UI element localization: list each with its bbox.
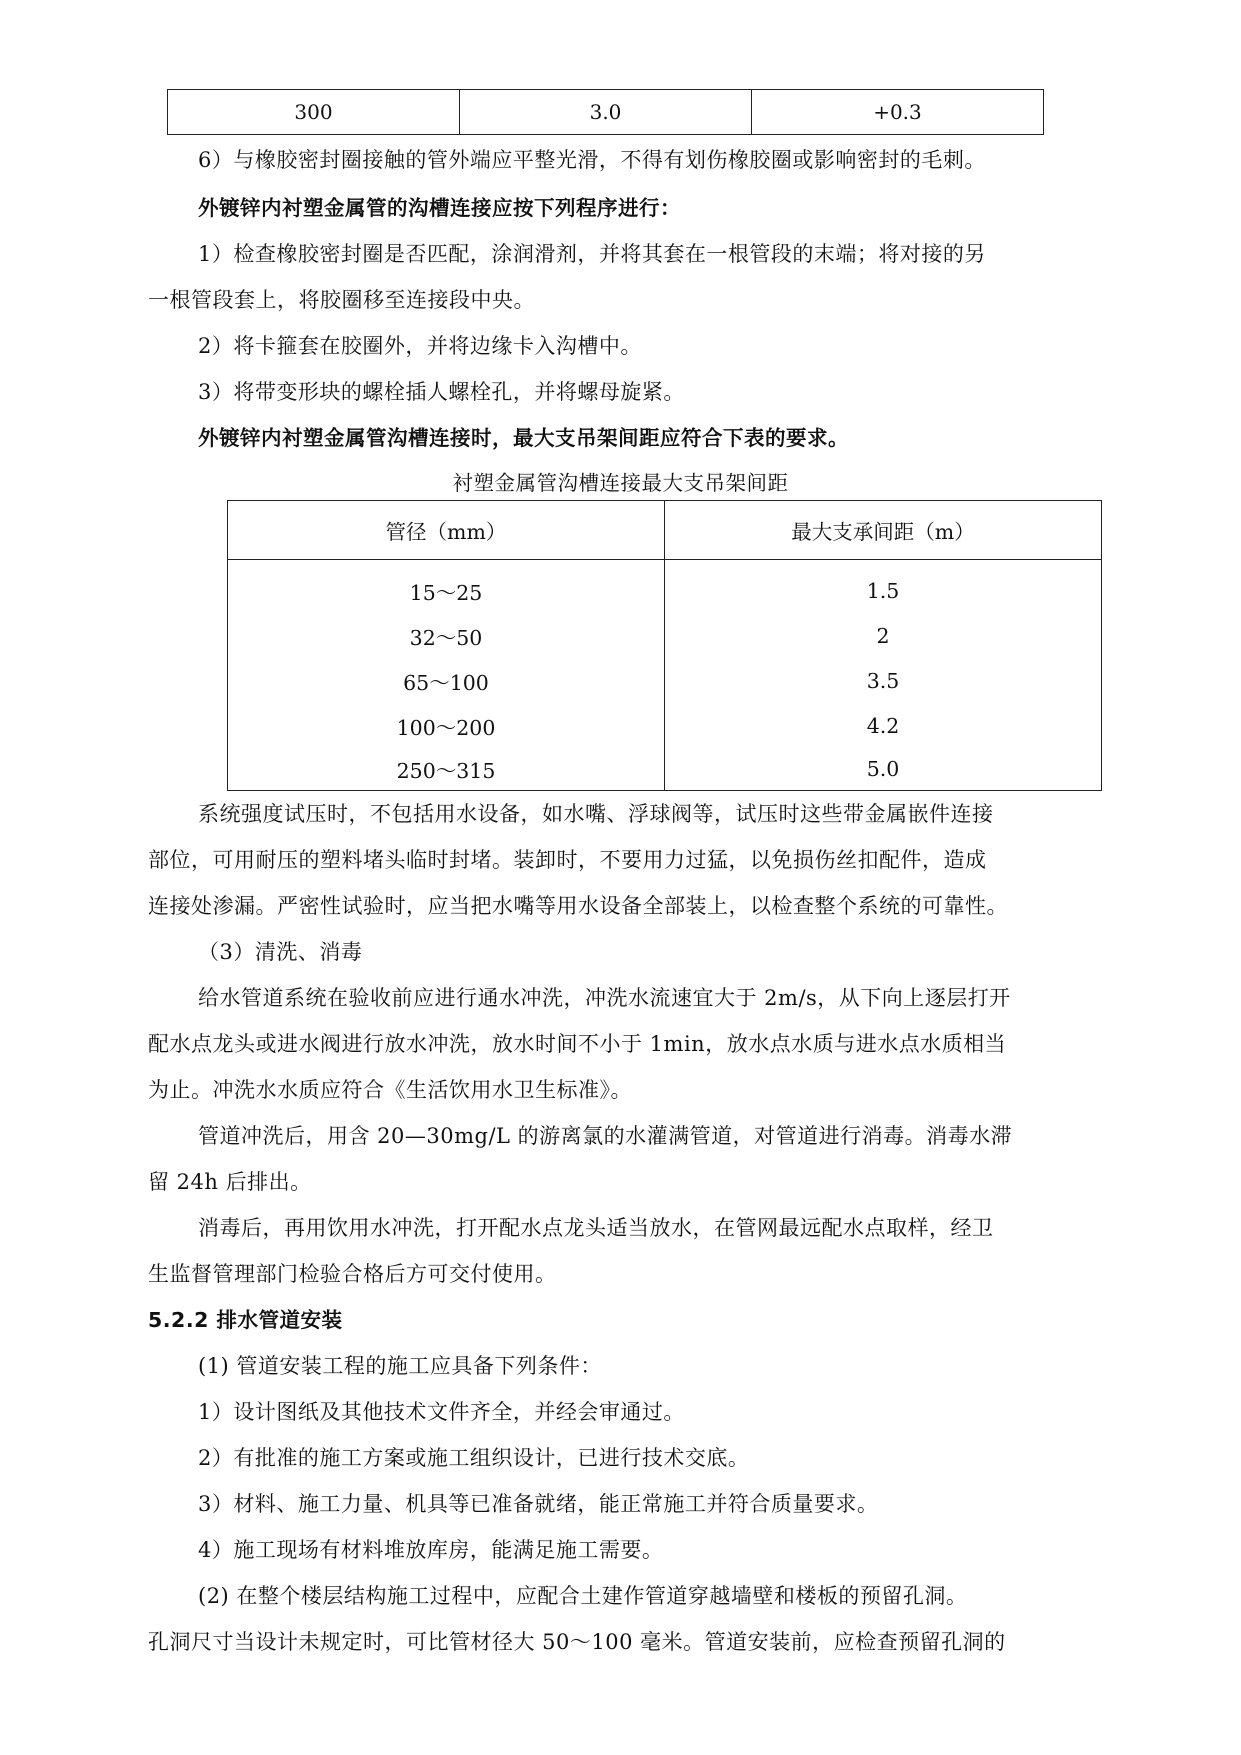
table-row <box>228 748 1102 791</box>
paragraph-line: 消毒后，再用饮用水冲洗，打开配水点龙头适当放水，在管网最远配水点取样，经卫 <box>198 1216 994 1240</box>
column-header: 最大支承间距（m） <box>665 501 1102 560</box>
paragraph-line: 给水管道系统在验收前应进行通水冲洗，冲洗水流速宜大于 2m/s，从下向上逐层打开 <box>198 986 1011 1010</box>
paragraph-line: 部位，可用耐压的塑料堵头临时封堵。装卸时，不要用力过猛，以免损伤丝扣配件，造成 <box>148 848 987 872</box>
paragraph-line: 系统强度试压时，不包括用水设备，如水嘴、浮球阀等，试压时这些带金属嵌件连接 <box>198 802 994 826</box>
paragraph-line: (1) 管道安装工程的施工应具备下列条件： <box>198 1354 602 1378</box>
list-item: 2）有批准的施工方案或施工组织设计，已进行技术交底。 <box>198 1446 750 1470</box>
paragraph-line: 6）与橡胶密封圈接触的管外端应平整光滑，不得有划伤橡胶圈或影响密封的毛刺。 <box>198 148 986 172</box>
table-cell: 1.5 <box>665 560 1102 614</box>
paragraph-line: 连接处渗漏。严密性试验时，应当把水嘴等用水设备全部装上，以检查整个系统的可靠性。 <box>148 894 1008 918</box>
list-item: 1）设计图纸及其他技术文件齐全，并经会审通过。 <box>198 1400 685 1424</box>
table-cell: 250～315 <box>228 748 665 791</box>
table-header-row <box>228 501 1102 560</box>
table-cell: 32～50 <box>228 613 665 658</box>
table-cell: 65～100 <box>228 658 665 703</box>
table-cell: 3.0 <box>460 90 752 135</box>
table-cell: 100～200 <box>228 703 665 748</box>
paragraph-line: 管道冲洗后，用含 20—30mg/L 的游离氯的水灌满管道，对管道进行消毒。消毒水滞 <box>198 1124 1013 1148</box>
table-row <box>228 658 1102 703</box>
tolerance-table-continuation <box>167 89 1044 135</box>
paragraph-line: (2) 在整个楼层结构施工过程中，应配合土建作管道穿越墙壁和楼板的预留孔洞。 <box>198 1584 968 1608</box>
table-cell: 15～25 <box>228 560 665 614</box>
paragraph-line: 2）将卡箍套在胶圈外，并将边缘卡入沟槽中。 <box>198 334 642 358</box>
column-header: 管径（mm） <box>228 501 665 560</box>
table-cell: 2 <box>665 613 1102 658</box>
paragraph-line: 1）检查橡胶密封圈是否匹配，涂润滑剂，并将其套在一根管段的末端；将对接的另 <box>198 242 986 266</box>
paragraph-line: 生监督管理部门检验合格后方可交付使用。 <box>148 1262 557 1286</box>
table-row <box>228 703 1102 748</box>
table-row <box>228 560 1102 614</box>
table-cell: +0.3 <box>752 90 1044 135</box>
table-cell: 5.0 <box>665 748 1102 791</box>
bold-heading: 外镀锌内衬塑金属管的沟槽连接应按下列程序进行： <box>198 196 681 220</box>
table-cell: 4.2 <box>665 703 1102 748</box>
section-heading: 5.2.2 排水管道安装 <box>148 1308 343 1332</box>
table-cell: 300 <box>168 90 460 135</box>
table-caption: 衬塑金属管沟槽连接最大支吊架间距 <box>452 471 789 495</box>
list-item: 4）施工现场有材料堆放库房，能满足施工需要。 <box>198 1538 664 1562</box>
list-item: 3）材料、施工力量、机具等已准备就绪，能正常施工并符合质量要求。 <box>198 1492 879 1516</box>
paragraph-line: 一根管段套上，将胶圈移至连接段中央。 <box>148 288 535 312</box>
bold-heading: 外镀锌内衬塑金属管沟槽连接时，最大支吊架间距应符合下表的要求。 <box>198 426 849 450</box>
table-row <box>168 90 1044 135</box>
table-row <box>228 613 1102 658</box>
paragraph-line: 孔洞尺寸当设计未规定时，可比管材径大 50～100 毫米。管道安装前，应检查预留孔洞的 <box>148 1630 1006 1654</box>
paragraph-line: 3）将带变形块的螺栓插人螺栓孔，并将螺母旋紧。 <box>198 380 685 404</box>
paragraph-line: 为止。冲洗水水质应符合《生活饮用水卫生标准》。 <box>148 1078 632 1102</box>
table-cell: 3.5 <box>665 658 1102 703</box>
subsection-heading: （3）清洗、消毒 <box>198 940 363 964</box>
paragraph-line: 留 24h 后排出。 <box>148 1170 312 1194</box>
paragraph-line: 配水点龙头或进水阀进行放水冲洗，放水时间不小于 1min，放水点水质与进水点水质相当 <box>148 1032 1007 1056</box>
support-spacing-table <box>227 500 1102 791</box>
